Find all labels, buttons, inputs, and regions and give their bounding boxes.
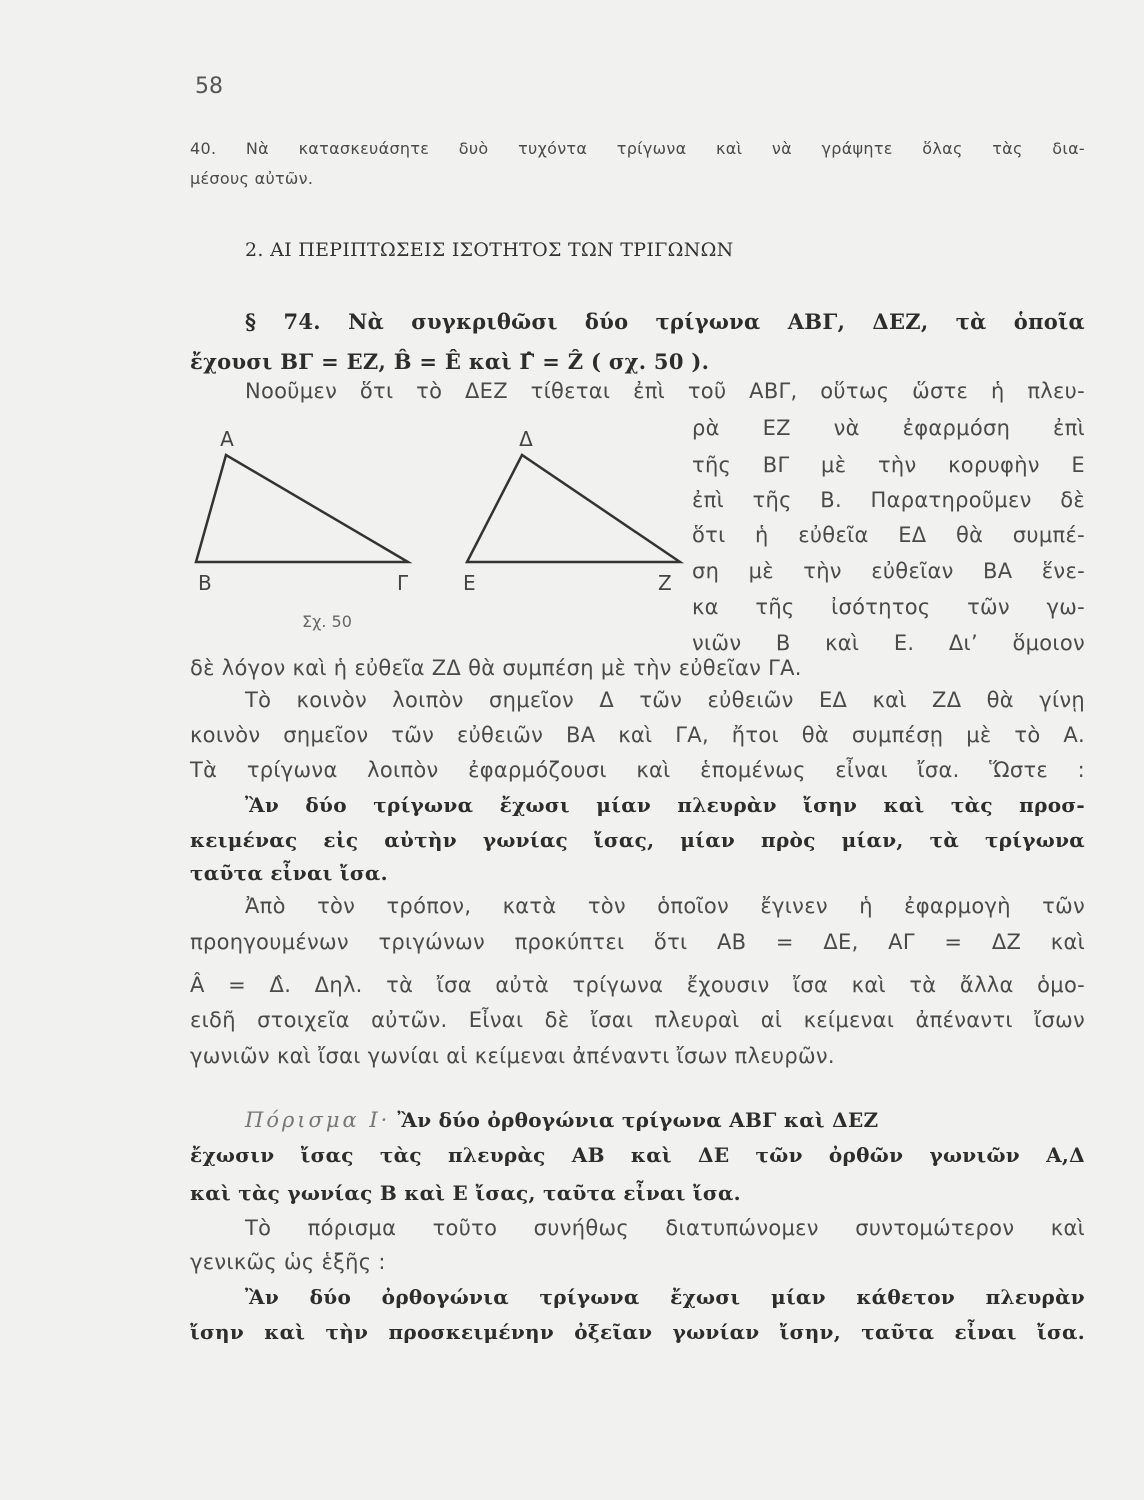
page-number: 58 [195,74,223,99]
corollary-line: ἔχωσιν ἴσας τὰς πλευρὰς ΑΒ καὶ ΔΕ τῶν ὀρθῶν γωνιῶν Α,Δ [190,1143,1085,1167]
proof-line: δὲ λόγον καὶ ἡ εὐθεῖα ΖΔ θὰ συμπέση μὲ τὴν εὐθεῖαν ΓΑ. [190,656,802,680]
triangle-dez-drawn-stroke [467,455,680,562]
remark-line: ειδῆ στοιχεῖα αὐτῶν. Εἶναι δὲ ἴσαι πλευραὶ αἱ κείμεναι ἀπέναντι ἴσων [190,1008,1085,1032]
theorem-line: § 74. Νὰ συγκριθῶσι δύο τρίγωνα ΑΒΓ, ΔΕΖ, τὰ ὁποῖα [245,309,1085,334]
statement-line: Ἂν δύο τρίγωνα ἔχωσι μίαν πλευρὰν ἴσην καὶ τὰς προσ- [245,793,1085,817]
theorem-line: ἔχουσι ΒΓ = ΕΖ, B̂ = Ê καὶ Γ̂ = Ẑ ( σχ. 50 ). [190,349,710,374]
proof-line: ὅτι ἡ εὐθεῖα ΕΔ θὰ συμπέ- [692,523,1085,547]
proof-line: Νοοῦμεν ὅτι τὸ ΔΕΖ τίθεται ἐπὶ τοῦ ΑΒΓ, οὕτως ὥστε ἡ πλευ- [245,379,1085,403]
triangle-dez-main-stroke [343,455,463,562]
vertex-label-e: Ε [463,571,476,595]
triangle-def [343,455,463,562]
proof-line: νιῶν Β καὶ Ε. Δι’ ὅμοιον [692,631,1085,655]
triangle-delta-e-z [343,455,463,562]
triangle-dez-2 [343,455,463,562]
remark-line: γωνιῶν καὶ ἴσαι γωνίαι αἱ κείμεναι ἀπέναντι ἴσων πλευρῶν. [190,1044,835,1068]
proof-line: τῆς ΒΓ μὲ τὴν κορυφὴν Ε [692,453,1085,477]
triangle-dez-fig [343,455,463,562]
triangle-dez-drawn [343,455,463,562]
proof-line: κα τῆς ἰσότητος τῶν γω- [692,595,1085,619]
proof-line: Τὰ τρίγωνα λοιπὸν ἐφαρμόζουσι καὶ ἑπομένως εἶναι ἴσα. Ὥστε : [190,758,1085,782]
triangle-abg [196,455,408,562]
triangle-dez-line [343,455,463,562]
remark-line: Ἀπὸ τὸν τρόπον, κατὰ τὸν ὁποῖον ἔγινεν ἡ ἐφαρμογὴ τῶν [245,894,1085,918]
statement-line: ἴσην καὶ τὴν προσκειμένην ὀξεῖαν γωνίαν ἴσην, ταῦτα εἶναι ἴσα. [190,1320,1085,1344]
proof-line: ση μὲ τὴν εὐθεῖαν ΒΑ ἕνε- [692,559,1085,583]
triangle-dez-main [343,455,463,562]
exercise-line: 40. Νὰ κατασκευάσητε δυὸ τυχόντα τρίγωνα καὶ νὰ γράψητε ὅλας τὰς δια- [190,139,1085,158]
statement-line: κειμένας εἰς αὐτὴν γωνίας ἴσας, μίαν πρὸς μίαν, τὰ τρίγωνα [190,828,1085,852]
triangle-dez-real-stroke [343,455,463,562]
triangle-dez-geom [343,455,463,562]
corollary-text: Ἂν δύο ὀρθογώνια τρίγωνα ΑΒΓ καὶ ΔΕΖ [397,1108,879,1132]
triangle-dez-visible [343,455,463,562]
triangle-dez-right [343,455,463,562]
vertex-label-a: Α [220,427,234,451]
corollary-note-line: Τὸ πόρισμα τοῦτο συνήθως διατυπώνομεν συντομώτερον καὶ [245,1216,1085,1240]
proof-line: ρὰ ΕΖ νὰ ἐφαρμόση ἐπὶ [692,416,1085,440]
statement-line: Ἂν δύο ὀρθογώνια τρίγωνα ἔχωσι μίαν κάθετον πλευρὰν [245,1285,1085,1309]
proof-line: ἐπὶ τῆς Β. Παρατηροῦμεν δὲ [692,488,1085,512]
triangle-dez-final [343,455,463,562]
proof-line: κοινὸν σημεῖον τῶν εὐθειῶν ΒΑ καὶ ΓΑ, ἤτοι θὰ συμπέσῃ μὲ τὸ Α. [190,723,1085,747]
proof-line: Τὸ κοινὸν λοιπὸν σημεῖον Δ τῶν εὐθειῶν ΕΔ καὶ ΖΔ θὰ γίνῃ [245,688,1085,712]
triangle-second [343,455,463,562]
exercise-line: μέσους αὐτῶν. [190,169,314,188]
figure-caption: Σχ. 50 [302,612,352,631]
remark-line: προηγουμένων τριγώνων προκύπτει ὅτι ΑΒ = ΔΕ, ΑΓ = ΔΖ καὶ [190,930,1085,954]
triangle-dez-stroke [343,455,463,562]
corollary-note-line: γενικῶς ὡς ἑξῆς : [190,1250,386,1274]
remark-line: Â = Δ̂. Δηλ. τὰ ἴσα αὐτὰ τρίγωνα ἔχουσιν ἴσα καὶ τὰ ἄλλα ὁμο- [190,973,1085,997]
corollary-label: Πόρισμα Ι· [245,1108,391,1132]
triangle-dez-shape [343,455,463,562]
vertex-label-b: Β [198,571,212,595]
vertex-label-z: Ζ [658,571,672,595]
vertex-label-d: Δ [519,427,533,451]
statement-line: ταῦτα εἶναι ἴσα. [190,861,388,885]
triangle-delta [343,455,463,562]
triangle-dez-shown [343,455,463,562]
section-heading: 2. ΑΙ ΠΕΡΙΠΤΩΣΕΙΣ ΙΣΟΤΗΤΟΣ ΤΩΝ ΤΡΙΓΩΝΩΝ [245,239,734,261]
corollary-line: καὶ τὰς γωνίας Β καὶ Ε ἴσας, ταῦτα εἶναι ἴσα. [190,1181,741,1205]
triangle-dez-real [343,455,463,562]
triangle-dez-outline [343,455,463,562]
vertex-label-g: Γ [397,571,409,595]
triangle-dez [343,455,462,562]
